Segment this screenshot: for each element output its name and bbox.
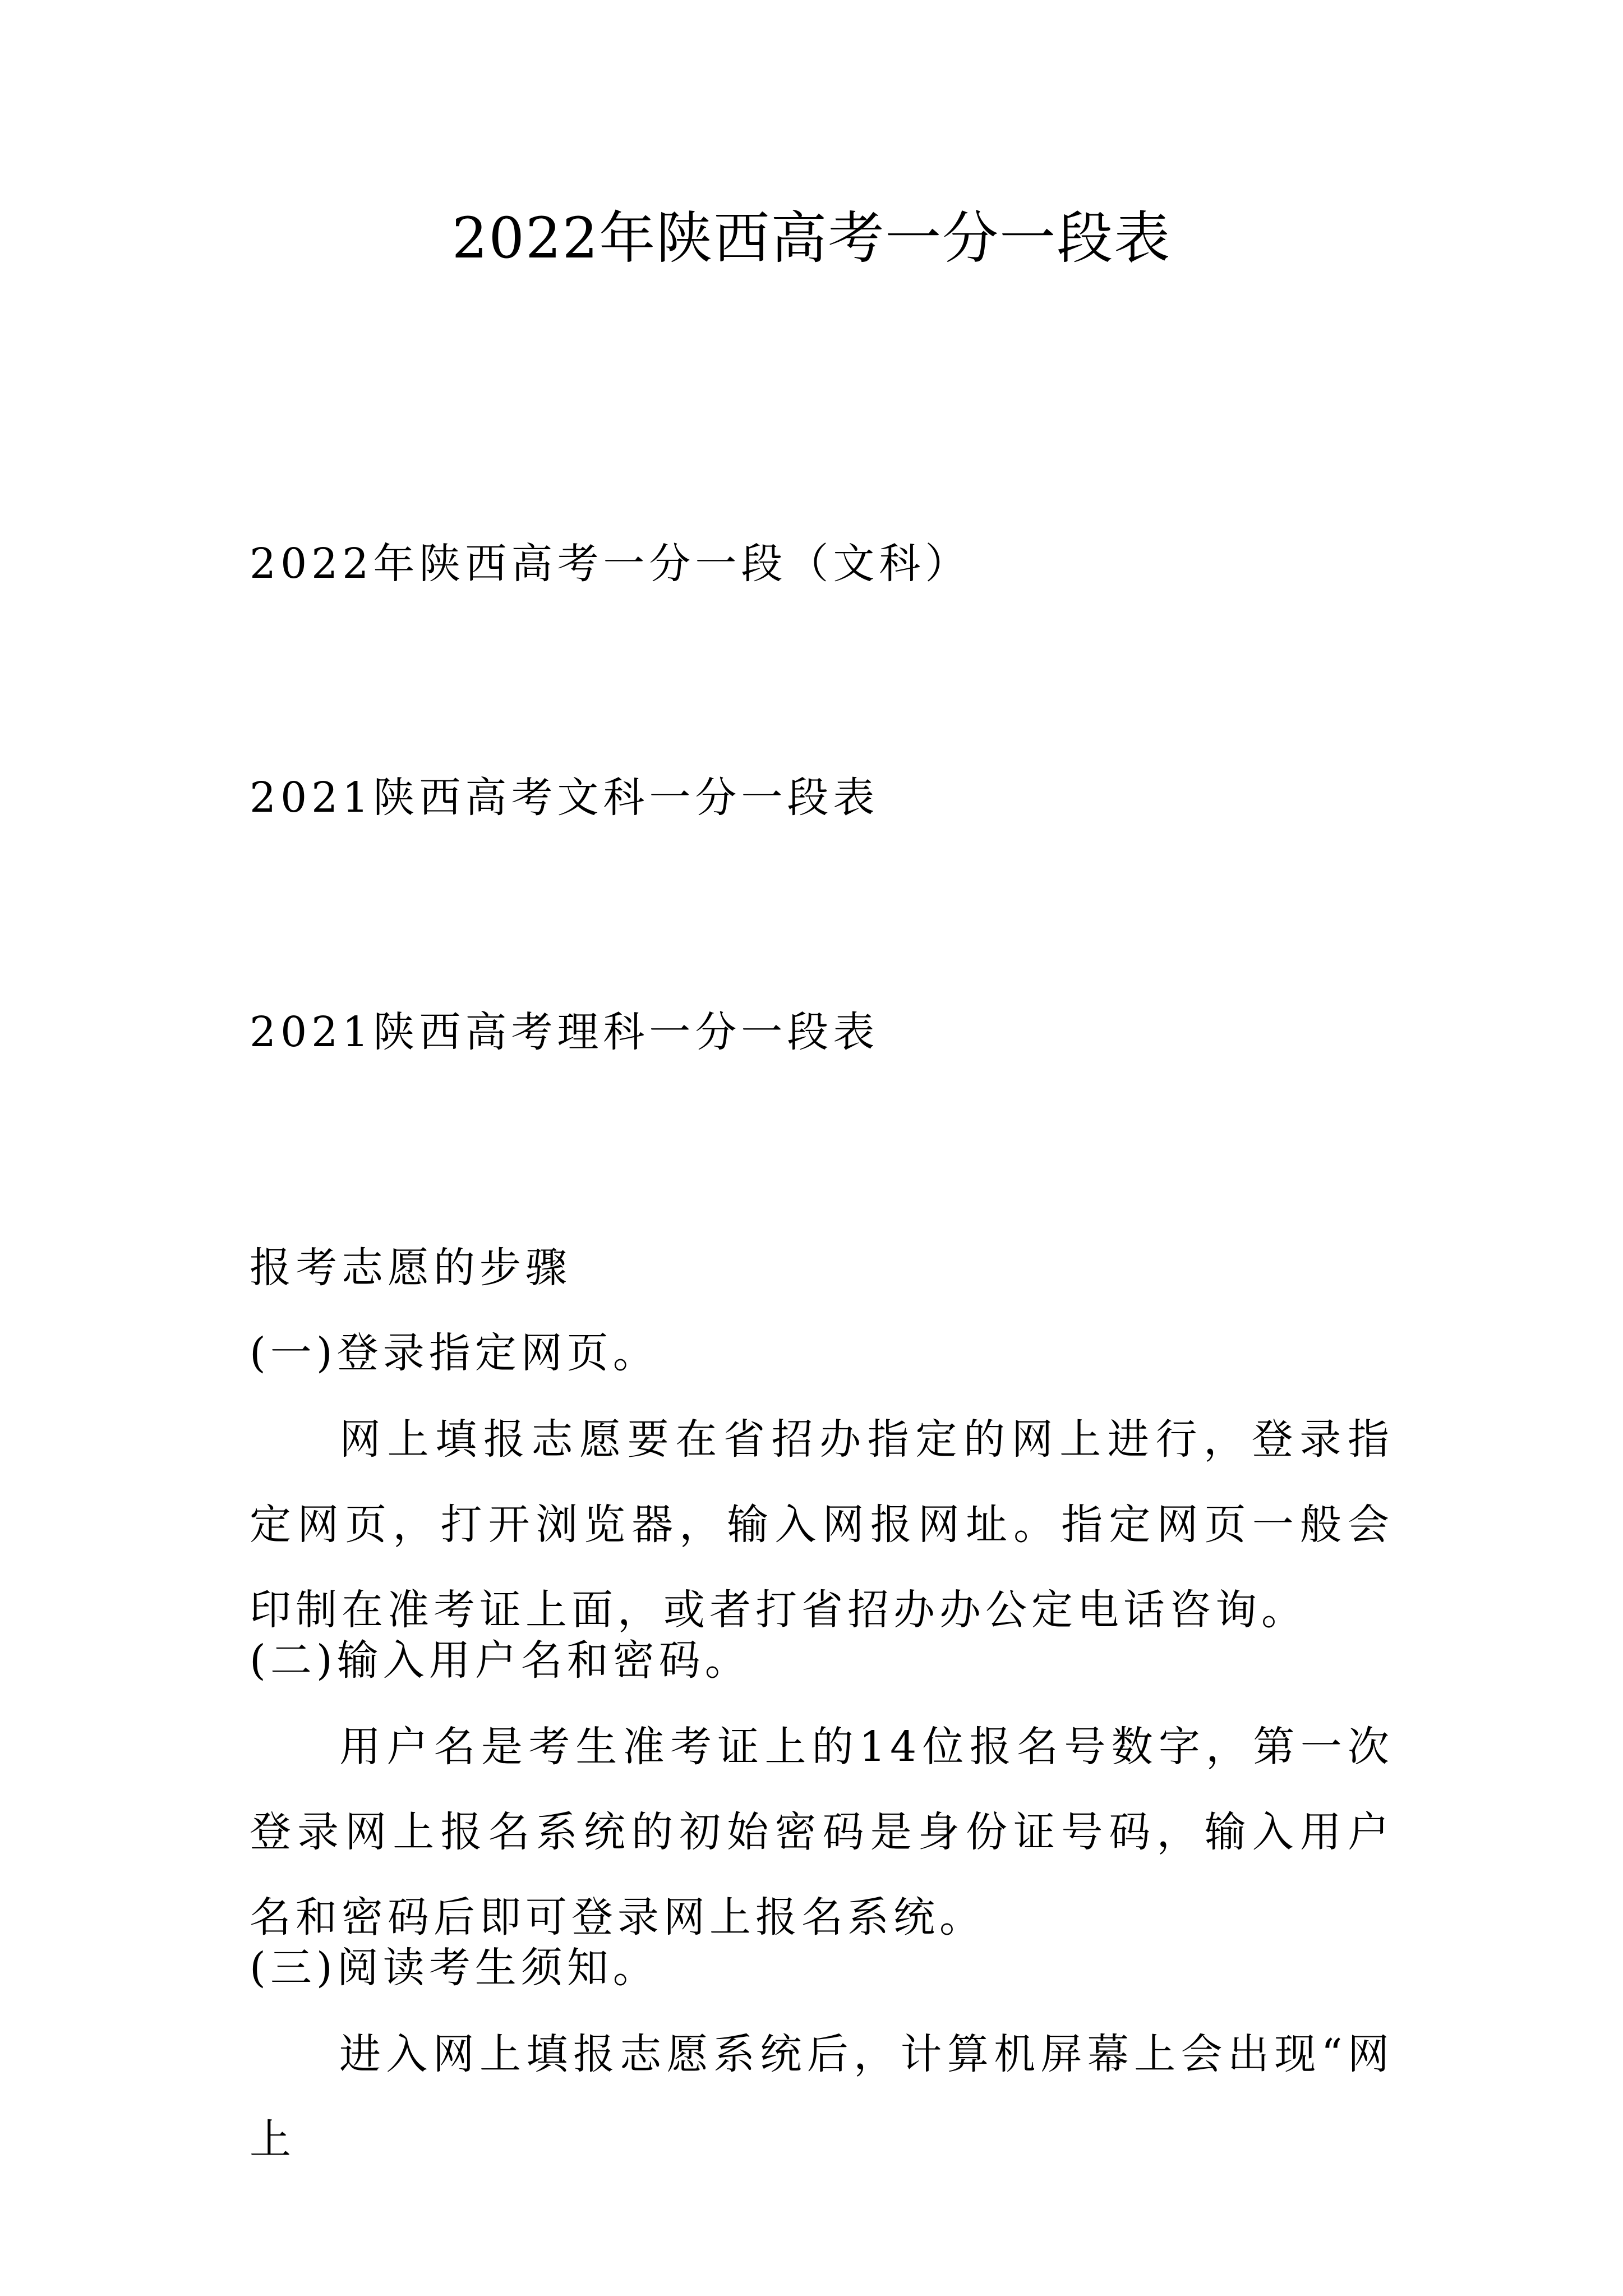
step3-title: (三)阅读考生须知。 — [250, 1944, 659, 1992]
step2-title: (二)输入用户名和密码。 — [250, 1636, 751, 1685]
heading-2022-wenke: 2022年陕西高考一分一段（文科） — [250, 540, 971, 588]
page-title: 2022年陕西高考一分一段表 — [451, 205, 1172, 271]
step1-body: 网上填报志愿要在省招办指定的网上进行，登录指定网页，打开浏览器，输入网报网址。指定网页一般会印制在准考证上面，或者打省招办办公定电话咨询。 — [250, 1415, 1394, 1634]
step3-body: 进入网上填报志愿系统后，计算机屏幕上会出现“网上 — [250, 2030, 1394, 2164]
section-title: 报考志愿的步骤 — [250, 1244, 571, 1292]
heading-2021-wenke: 2021陕西高考文科一分一段表 — [250, 774, 879, 822]
heading-2021-like: 2021陕西高考理科一分一段表 — [250, 1008, 879, 1056]
step1-title: (一)登录指定网页。 — [250, 1329, 659, 1377]
step2-body: 用户名是考生准考证上的14位报名号数字，第一次登录网上报名系统的初始密码是身份证号码，输入用户名和密码后即可登录网上报名系统。 — [250, 1723, 1394, 1941]
